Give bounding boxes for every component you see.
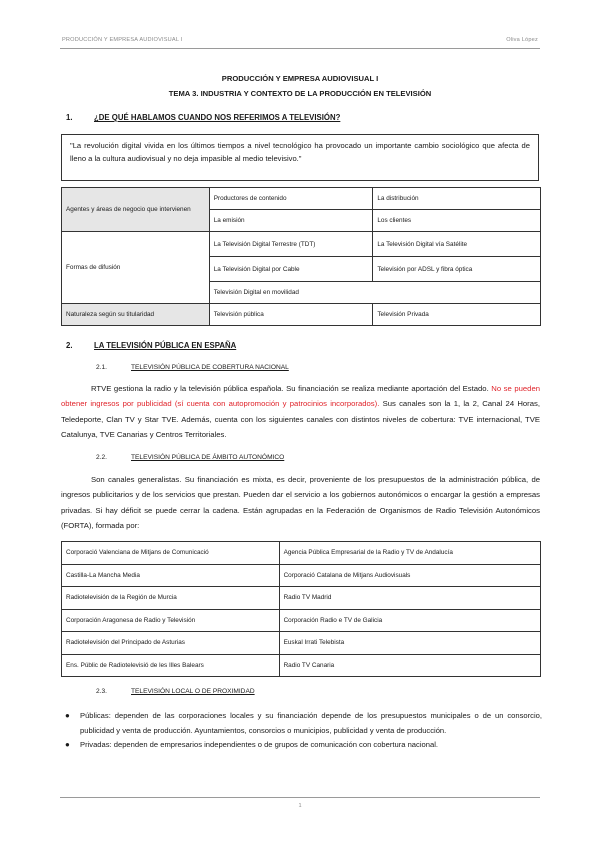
- productores-cell: Productores de contenido: [209, 188, 373, 210]
- subsection-number: 2.1.: [96, 364, 107, 371]
- distribucion-cell: La distribución: [373, 188, 541, 210]
- table-row: [62, 609, 541, 632]
- list-item-text: Privadas: dependen de empresarios independientes o de grupos de comunicación con cobertura nacional.: [80, 740, 438, 749]
- tv-overview-table: [61, 187, 541, 326]
- subsection-number: 2.3.: [96, 688, 107, 695]
- forta-cell: Corporación Aragonesa de Radio y Televisión: [62, 609, 280, 632]
- running-header-title: PRODUCCIÓN Y EMPRESA AUDIOVISUAL I: [62, 37, 183, 43]
- movilidad-cell: Televisión Digital en movilidad: [209, 282, 540, 304]
- forta-cell: Castilla-La Mancha Media: [62, 564, 280, 587]
- naturaleza-cell: Naturaleza según su titularidad: [62, 304, 210, 326]
- subsection-label: TELEVISIÓN PÚBLICA DE COBERTURA NACIONAL: [131, 364, 289, 371]
- autonomicas-text: Son canales generalistas. Su financiación es mixta, es decir, proveniente de los presupuestos de la administración pública, de ingresos publicitarios y de los servicios que prestan. Pueden dar el servicio a los gobiernos autonómicos o encargar la gestión a empresas privadas. Si hay déficit se puede cerrar la cadena. Están agrupadas en la Federación de Organismos de Radio Televisión Autonómicos (FORTA), formada por:: [61, 475, 540, 531]
- tdt-cell: La Televisión Digital Terrestre (TDT): [209, 232, 373, 257]
- section-label: ¿DE QUÉ HABLAMOS CUANDO NOS REFERIMOS A TELEVISIÓN?: [94, 113, 341, 122]
- satelite-cell: La Televisión Digital vía Satélite: [373, 232, 541, 257]
- page-number: 1: [298, 803, 302, 809]
- local-tv-list: [61, 709, 542, 753]
- list-item-text: Públicas: dependen de las corporaciones locales y su financiación depende de los presupuestos municipales o de un consorcio, publicidad y venta de producción. Ayuntamientos, consorcios o municipios, publicidad y venta de producción.: [80, 711, 542, 735]
- cable-cell: La Televisión Digital por Cable: [209, 257, 373, 282]
- forta-cell: Radio TV Madrid: [279, 587, 540, 610]
- table-row: [62, 587, 541, 610]
- privada-cell: Televisión Privada: [373, 304, 541, 326]
- formas-cell: Formas de difusión: [62, 232, 210, 304]
- agentes-cell: Agentes y áreas de negocio que intervienen: [62, 188, 210, 232]
- list-item: [65, 709, 542, 738]
- forta-table: [61, 541, 541, 677]
- forta-cell: Radiotelevisión de la Región de Murcia: [62, 587, 280, 610]
- rtve-text-2: Sus canales son la 1, la 2, Canal 24 Horas, Teledeporte, Clan TV y Star TVE. Además, cuenta con los siguientes canales con distintos niveles de cobertura: TVE internacional, TVE Catalunya, TVE Canarias y Centros Territoriales.: [61, 399, 540, 440]
- running-header-author: Oliva López: [506, 37, 538, 43]
- section-number: 2.: [66, 341, 73, 350]
- subsection-2-3-heading: [96, 688, 255, 695]
- publica-cell: Televisión pública: [209, 304, 373, 326]
- quote-box: "La revolución digital vivida en los últimos tiempos a nivel tecnológico ha provocado un importante cambio sociológico que afecta de lleno a la cultura audiovisual y no deja impasible al medio televisivo.": [61, 134, 539, 181]
- forta-cell: Ens. Públic de Radiotelevisió de les Illes Balears: [62, 654, 280, 677]
- subsection-number: 2.2.: [96, 454, 107, 461]
- table-row: [62, 564, 541, 587]
- forta-cell: Corporació Valenciana de Mitjans de Comunicació: [62, 542, 280, 565]
- forta-cell: Corporació Catalana de Mitjans Audiovisuals: [279, 564, 540, 587]
- document-title: PRODUCCIÓN Y EMPRESA AUDIOVISUAL I: [221, 74, 379, 83]
- bullet-icon: ●: [65, 740, 70, 749]
- section-1-heading: [66, 113, 340, 122]
- header-divider: [60, 48, 540, 49]
- paragraph-rtve: [61, 381, 540, 443]
- subsection-2-2-heading: [96, 454, 284, 461]
- forta-cell: Radiotelevisión del Principado de Asturias: [62, 632, 280, 655]
- footer-divider: [60, 797, 540, 798]
- subsection-label: TELEVISIÓN PÚBLICA DE ÁMBITO AUTONÓMICO: [131, 454, 285, 461]
- section-label: LA TELEVISIÓN PÚBLICA EN ESPAÑA: [94, 341, 237, 350]
- forta-cell: Radio TV Canaria: [279, 654, 540, 677]
- document-subtitle: TEMA 3. INDUSTRIA Y CONTEXTO DE LA PRODUCCIÓN EN TELEVISIÓN: [168, 89, 432, 98]
- table-row: [62, 654, 541, 677]
- paragraph-autonomicas: [61, 472, 540, 534]
- section-2-heading: [66, 341, 236, 350]
- bullet-icon: ●: [65, 711, 70, 720]
- forta-cell: Agencia Pública Empresarial de la Radio y TV de Andalucía: [279, 542, 540, 565]
- emision-cell: La emisión: [209, 210, 373, 232]
- clientes-cell: Los clientes: [373, 210, 541, 232]
- table-row: [62, 632, 541, 655]
- adsl-cell: Televisión por ADSL y fibra óptica: [373, 257, 541, 282]
- table-row: [62, 542, 541, 565]
- rtve-highlight: No se pueden obtener ingresos por publicidad (sí cuenta con autopromoción y patrocinios incorporados).: [61, 384, 541, 409]
- forta-cell: Corporación Radio e TV de Galicia: [279, 609, 540, 632]
- subsection-2-1-heading: [96, 364, 289, 371]
- subsection-label: TELEVISIÓN LOCAL O DE PROXIMIDAD: [131, 688, 255, 695]
- forta-cell: Euskal Irrati Telebista: [279, 632, 540, 655]
- list-item: [65, 738, 542, 753]
- rtve-text-1: RTVE gestiona la radio y la televisión pública española. Su financiación se realiza mediante aportación del Estado.: [91, 384, 492, 393]
- section-number: 1.: [66, 113, 73, 122]
